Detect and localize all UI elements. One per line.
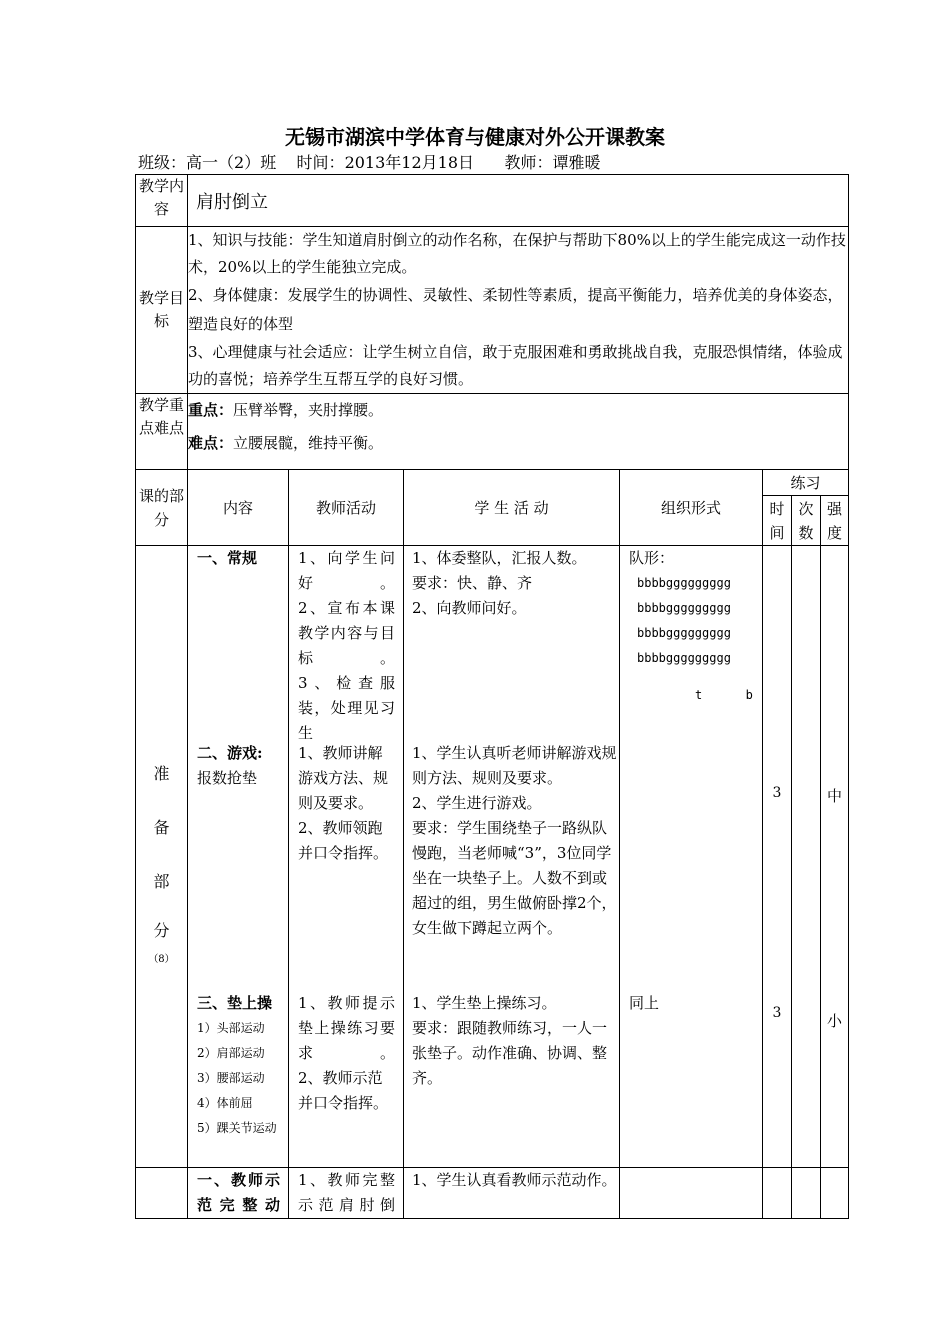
goal-item: 3、心理健康与社会适应：让学生树立自信，敢于克服困难和勇敢挑战自我，克服恐惧情绪，体验成功的喜悦；培养学生互帮互学的良好习惯。 [188,343,843,388]
header-teacher: 教师活动 [289,470,404,546]
org-item: 同上 [629,994,660,1012]
section-title: 二、游戏: [197,744,263,762]
keypoints-row [136,394,849,470]
formation-row: bbbbggggggggg [637,651,731,665]
keypoints-text [188,394,849,470]
content-row [136,175,849,227]
teacher-value: 谭雅暖 [552,153,601,172]
content-label: 教学内容 [136,175,188,227]
class-label: 班级： [138,153,187,172]
org-label: 队形： [629,549,675,567]
teacher-label: 教师： [504,153,553,172]
prep-part [136,546,188,1168]
prep-teacher [289,546,404,1168]
section-sub: 2）肩部运动 [197,1046,265,1060]
header-count: 次数 [792,496,821,546]
goal-item: 2、身体健康：发展学生的协调性、灵敏性、柔韧性等素质，提高平衡能力，培养优美的身体姿态，塑造良好的体型 [188,286,843,333]
student-item: 要求：跟随教师练习，一人一张垫子。动作准确、协调、整齐。 [412,1019,608,1087]
prep-intensity [821,546,849,1168]
goal-item: 1、知识与技能：学生知道肩肘倒立的动作名称，在保护与帮助下80%以上的学生能完成这一动作技术，20%以上的学生能独立完成。 [188,231,846,276]
student-item: 1、学生认真听老师讲解游戏规则方法、规则及要求。 [412,744,617,787]
prep-char: 准 [153,763,170,783]
basic-part [136,1168,188,1219]
prep-content [188,546,289,1168]
header-row-1 [136,470,849,496]
teacher-item: 2、教师领跑并口令指挥。 [298,819,389,862]
formation-legend: t b [695,688,753,702]
student-item: 要求：快、静、齐 [412,574,533,592]
basic-time [763,1168,792,1219]
section-sub: 5）踝关节运动 [197,1121,277,1135]
formation-row: bbbbggggggggg [637,601,731,615]
formation-row: bbbbggggggggg [637,626,731,640]
goals-label: 教学目标 [136,227,188,394]
section-title: 一、常规 [197,549,258,567]
basic-student: 1、学生认真看教师示范动作。 [404,1168,620,1219]
section-sub: 3）腰部运动 [197,1071,265,1085]
lesson-info [138,150,601,173]
section-sub: 1）头部运动 [197,1021,265,1035]
basic-content: 一、教师示范完整动 [188,1168,289,1219]
header-time: 时间 [763,496,792,546]
goals-row [136,227,849,394]
hard-value: 立腰展髋，维持平衡。 [233,434,384,452]
section-sub: 4）体前屈 [197,1096,253,1110]
prep-char: 备 [153,817,170,837]
section-sub: 报数抢垫 [197,769,258,787]
basic-count [792,1168,821,1219]
teacher-item: 1、教师提示垫上操练习要求。 [298,994,395,1062]
keypoints-label: 教学重点难点 [136,394,188,470]
teacher-item: 1、向学生问好。 [298,549,395,592]
prep-count [792,546,821,1168]
prep-char: 部 [153,871,170,891]
hard-label: 难点： [188,434,234,452]
prep-org [620,546,763,1168]
time-value: 3 [772,1005,782,1021]
time-value: 2013年12月18日 [344,153,475,172]
intensity-value: 小 [827,1012,843,1030]
teacher-item: 2、宣布本课教学内容与目标。 [298,599,395,667]
prep-char: 分 [153,920,170,940]
basic-teacher: 1、教师完整示范肩肘倒 [289,1168,404,1219]
class-value: 高一（2）班 [186,153,277,172]
page-title: 无锡市湖滨中学体育与健康对外公开课教案 [285,125,665,149]
teacher-item: 1、教师讲解游戏方法、规则及要求。 [298,744,389,812]
time-label: 时间： [296,153,345,172]
student-item: 2、学生进行游戏。 [412,794,542,812]
time-value: 3 [772,785,782,801]
header-org: 组织形式 [620,470,763,546]
prep-row [136,546,849,1168]
basic-row [136,1168,849,1219]
header-part: 课的部分 [136,470,188,546]
intensity-value: 中 [827,787,843,805]
lesson-plan-table [135,174,849,1219]
basic-intensity [821,1168,849,1219]
key-label: 重点： [188,401,234,419]
student-item: 要求：学生围绕垫子一路纵队慢跑，当老师喊“3”，3位同学坐在一块垫子上。人数不到或超过的组，男生做俯卧撑2个，女生做下蹲起立两个。 [412,819,617,937]
header-intensity: 强度 [821,496,849,546]
formation-row: bbbbggggggggg [637,576,731,590]
student-item: 1、学生垫上操练习。 [412,994,557,1012]
prep-student [404,546,620,1168]
teacher-item: 3、检查服装，处理见习生 [298,674,395,742]
student-item: 1、体委整队，汇报人数。 [412,549,587,567]
header-content: 内容 [188,470,289,546]
teacher-item: 2、教师示范并口令指挥。 [298,1069,389,1112]
section-title: 三、垫上操 [197,994,273,1012]
goals-text [188,227,849,394]
content-value: 肩肘倒立 [188,175,849,227]
basic-org [620,1168,763,1219]
key-value: 压臂举臀，夹肘撑腰。 [233,401,384,419]
prep-minutes: （8） [148,953,175,965]
header-student: 学 生 活 动 [404,470,620,546]
student-item: 2、向教师问好。 [412,599,527,617]
prep-time [763,546,792,1168]
header-practice: 练习 [763,470,849,496]
